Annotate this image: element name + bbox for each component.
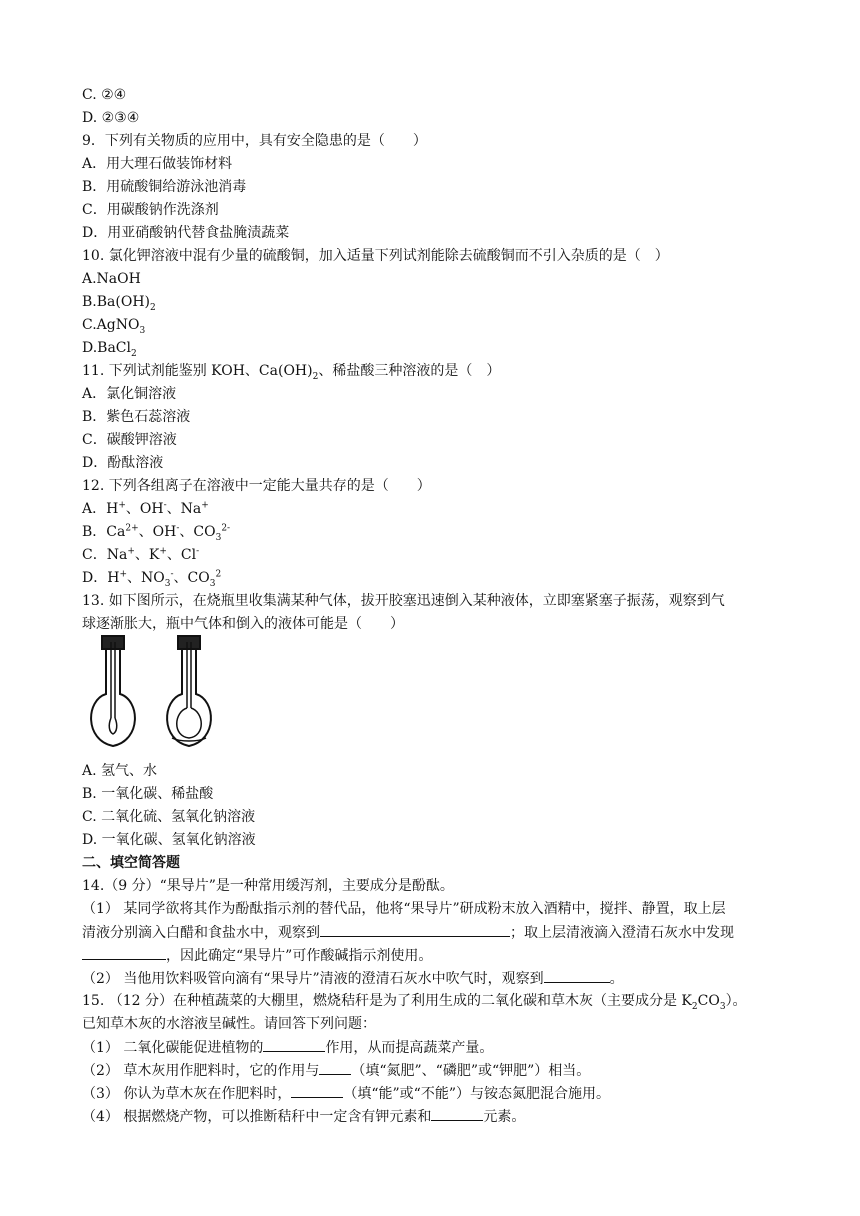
q15-part4: （4） 根据燃烧产物，可以推断秸秆中一定含有钾元素和 元素。 [82, 1109, 526, 1125]
q12-option-d: D．H+、$NO_3^-$、$CO_3^2$ [82, 569, 222, 589]
q15-part3: （3） 你认为草木灰在作肥料时， （填“能”或“不能”）与铵态氮肥混合施用。 [82, 1086, 610, 1102]
q12-option-c: C．Na+、K+、Cl- [82, 546, 200, 563]
q13-option-b: B. 一氧化碳、稀盐酸 [82, 786, 214, 802]
q15-stem-line1: 15. （12 分）在种植蔬菜的大棚里，燃烧秸秆是为了利用生成的二氧化碳和草木灰（主要成分是 $K_2CO_3$）。 [82, 993, 747, 1012]
q15-part1: （1） 二氧化碳能促进植物的 作用，从而提高蔬菜产量。 [82, 1040, 494, 1056]
q14-part1-line2: 清液分别滴入白醋和食盐水中，观察到 ；取上层清液滴入澄清石灰水中发现 [82, 925, 734, 941]
q9-option-b: B．用硫酸铜给游泳池消毒 [82, 179, 247, 195]
q11-option-d: D．酚酞溶液 [82, 455, 164, 471]
answer-blank[interactable] [291, 1084, 343, 1098]
section-heading: 二、填空简答题 [82, 855, 180, 871]
q11-option-c: C．碳酸钾溶液 [82, 432, 177, 448]
q10-option-d: D.BaCl$_2$ [82, 340, 137, 359]
flask-diagram [80, 628, 248, 758]
q13-stem-line2: 球逐渐胀大，瓶中气体和倒入的液体可能是（ ） [82, 616, 404, 632]
q10-option-a: A.NaOH [82, 271, 141, 287]
q11-option-b: B．紫色石蕊溶液 [82, 409, 191, 425]
q13-stem-line1: 13. 如下图所示，在烧瓶里收集满某种气体，拔开胶塞迅速倒入某种液体，立即塞紧塞子振荡，观察到气 [82, 593, 725, 609]
q14-stem: 14.（9 分）“果导片”是一种常用缓泻剂，主要成分是酚酞。 [82, 878, 454, 894]
right-flask [167, 636, 211, 746]
q13-option-a: A. 氢气、水 [82, 763, 158, 779]
q14-part1-line1: （1） 某同学欲将其作为酚酞指示剂的替代品，他将“果导片”研成粉末放入酒精中，搅拌、静置，取上层 [82, 901, 726, 917]
q12-stem: 12. 下列各组离子在溶液中一定能大量共存的是（ ） [82, 478, 431, 494]
q13-option-c: C. 二氧化硫、氢氧化钠溶液 [82, 809, 256, 825]
answer-blank[interactable] [82, 946, 166, 960]
q14-part1-line3: ，因此确定“果导片”可作酸碱指示剂使用。 [82, 946, 432, 965]
answer-blank[interactable] [320, 923, 510, 937]
q15-part2: （2） 草木灰用作肥料时，它的作用与 （填“氮肥”、“磷肥”或“钾肥”）相当。 [82, 1063, 591, 1079]
q9-option-a: A．用大理石做装饰材料 [82, 156, 233, 172]
answer-blank[interactable] [319, 1061, 351, 1075]
q9-option-d: D．用亚硝酸钠代替食盐腌渍蔬菜 [82, 225, 290, 241]
q9-option-c: C．用碳酸钠作洗涤剂 [82, 202, 219, 218]
q14-part2: （2） 当他用饮料吸管向滴有“果导片”清液的澄清石灰水中吹气时，观察到 。 [82, 971, 624, 987]
q12-option-a: A．H+、OH-、Na+ [82, 500, 209, 517]
q13-option-d: D. 一氧化碳、氢氧化钠溶液 [82, 832, 256, 848]
q8-option-c: C. ②④ [82, 87, 127, 103]
q9-stem: 9．下列有关物质的应用中，具有安全隐患的是（ ） [82, 133, 427, 149]
q12-option-b: B．$Ca^{2+}$、OH-、$CO_3^{2-}$ [82, 523, 231, 543]
left-flask [91, 636, 135, 746]
q10-stem: 10. 氯化钾溶液中混有少量的硫酸铜，加入适量下列试剂能除去硫酸铜而不引入杂质的是（ ） [82, 248, 669, 264]
q8-option-d: D. ②③④ [82, 110, 140, 126]
q11-stem: 11. 下列试剂能鉴别 KOH、$Ca(OH)_2$、稀盐酸三种溶液的是（ ） [82, 363, 501, 382]
q10-option-b: $B.Ba(OH)_2$ [82, 294, 156, 313]
answer-blank[interactable] [544, 969, 610, 983]
q10-option-c: C.AgNO$_3$ [82, 317, 146, 336]
answer-blank[interactable] [263, 1038, 325, 1052]
q11-option-a: A．氯化铜溶液 [82, 386, 177, 402]
answer-blank[interactable] [431, 1107, 483, 1121]
flask-figure [80, 628, 248, 758]
q15-stem-line2: 已知草木灰的水溶液呈碱性。请回答下列问题： [82, 1016, 376, 1032]
